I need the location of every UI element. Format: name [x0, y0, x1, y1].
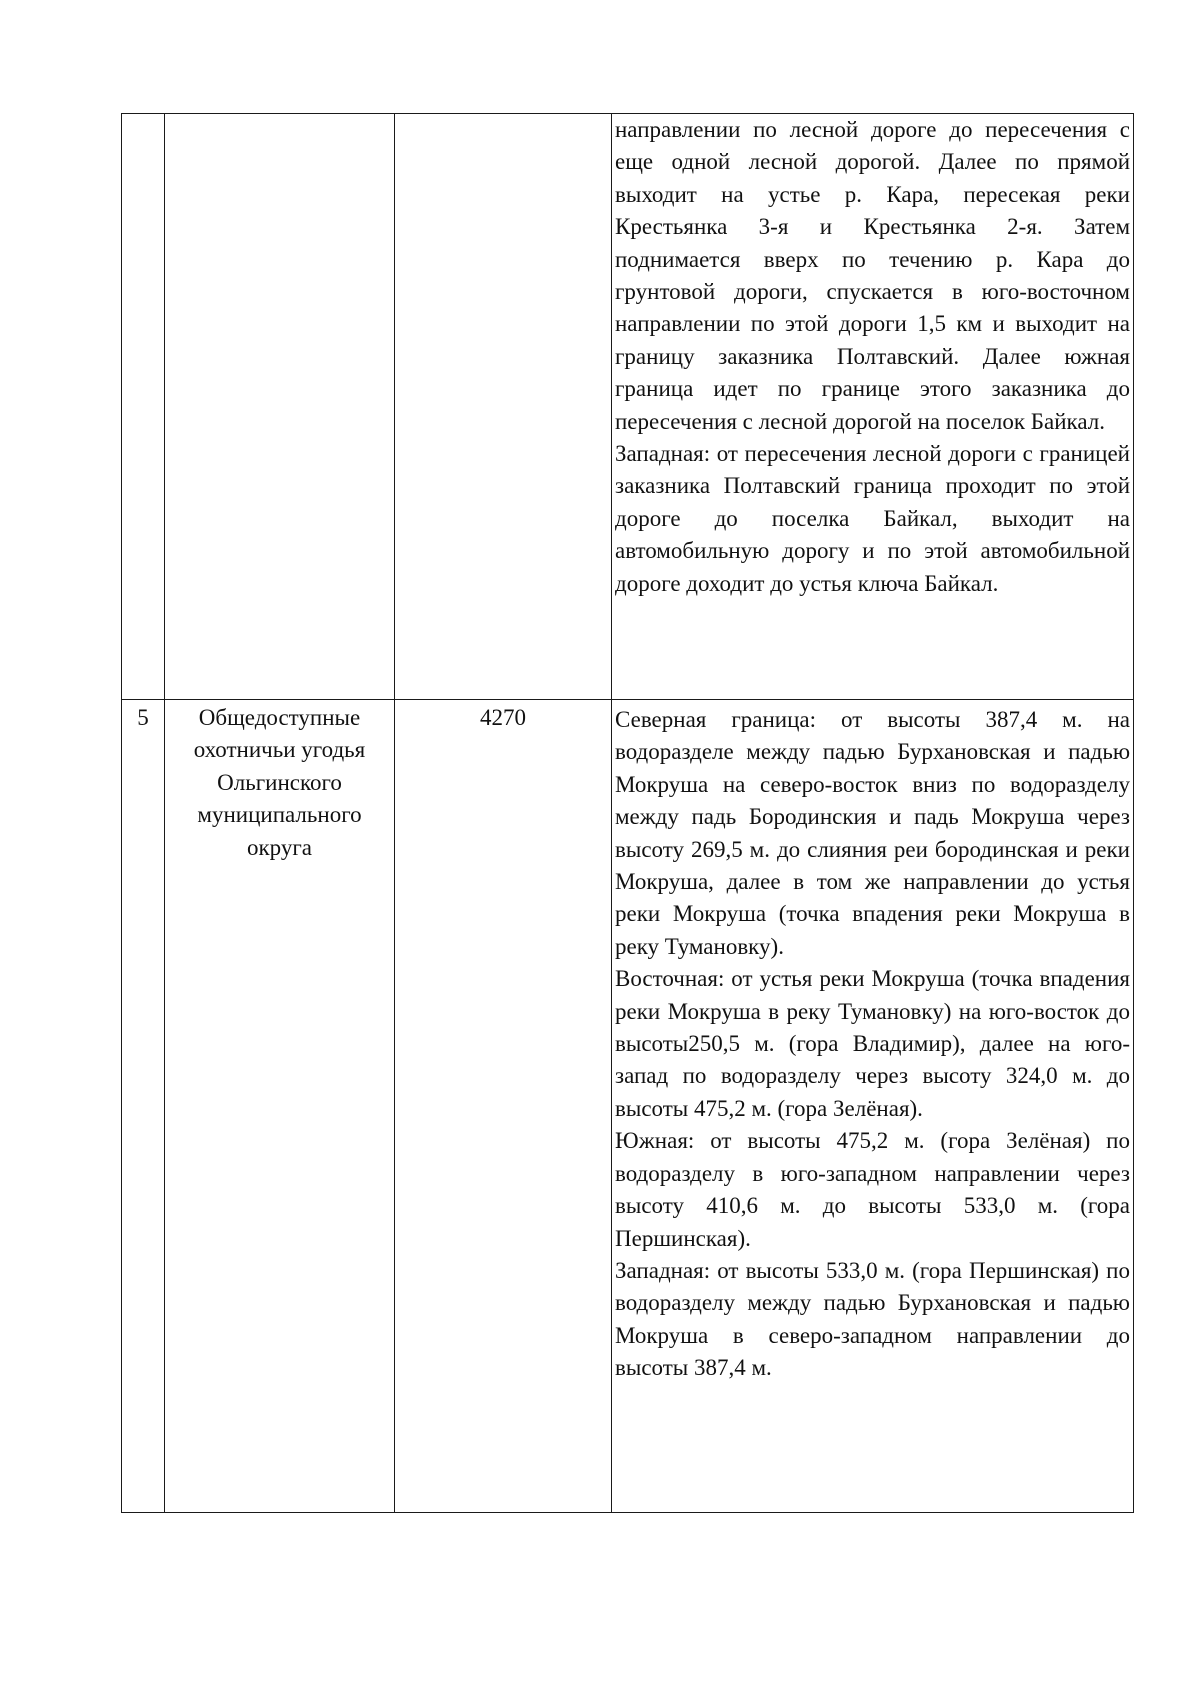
hunting-grounds-table — [121, 113, 1134, 1513]
north-boundary-paragraph: Северная граница: от высоты 387,4 м. на водоразделе между падью Бурхановская и падью Мокруша на северо-восток вниз по водоразделу между падь Бородинския и падь Мокруша через высоту 269,5 м. до слияния реи бородинская и реки Мокруша, далее в том же направлении до устья реки Мокруша (точка впадения реки Мокруша в реку Тумановку). — [615, 707, 1130, 959]
boundary-paragraph: Западная: от пересечения лесной дороги с границей заказника Полтавский граница проходит по этой дороге до поселка Байкал, выходит на автомобильную дорогу и по этой автомобильной дороге доходит до устья ключа Байкал. — [615, 441, 1130, 596]
west-boundary-paragraph: Западная: от высоты 533,0 м. (гора Першинская) по водоразделу между падью Бурхановская и падью Мокруша в северо-западном направлении до высоты 387,4 м. — [615, 1257, 1130, 1381]
row-number: 5 — [137, 705, 149, 730]
ground-name: Общедоступные охотничьи угодья Ольгинского муниципального округа — [193, 705, 366, 860]
ground-name — [165, 114, 394, 116]
table-row — [122, 114, 1134, 700]
table-row — [122, 700, 1134, 1513]
ground-name-cell — [165, 700, 395, 1513]
area-value: 4270 — [480, 705, 526, 730]
row-number-cell — [122, 700, 165, 1513]
boundary-description-cell — [612, 114, 1134, 700]
boundary-paragraph: направлении по лесной дороге до пересечения с еще одной лесной дорогой. Далее по прямой выходит на устье р. Кара, пересекая реки Крестьянка 3-я и Крестьянка 2-я. Затем поднимается вверх по течению р. Кара до грунтовой дороги, спускается в юго-восточном направлении по этой дороги 1,5 км и выходит на границу заказника Полтавский. Далее южная граница идет по границе этого заказника до пересечения с лесной дорогой на поселок Байкал. — [615, 117, 1130, 434]
east-boundary-paragraph: Восточная: от устья реки Мокруша (точка впадения реки Мокруша в реку Тумановку) на юго-восток до высоты250,5 м. (гора Владимир), далее на юго-запад по водоразделу через высоту 324,0 м. до высоты 475,2 м. (гора Зелёная). — [615, 966, 1130, 1121]
ground-name-cell — [165, 114, 395, 700]
area-cell — [395, 114, 612, 700]
row-number — [122, 114, 164, 116]
row-number-cell — [122, 114, 165, 700]
boundary-description-cell — [612, 700, 1134, 1513]
area-cell — [395, 700, 612, 1513]
area-value — [395, 114, 611, 116]
south-boundary-paragraph: Южная: от высоты 475,2 м. (гора Зелёная) по водоразделу в юго-западном направлении через высоту 410,6 м. до высоты 533,0 м. (гора Першинская). — [615, 1128, 1130, 1251]
